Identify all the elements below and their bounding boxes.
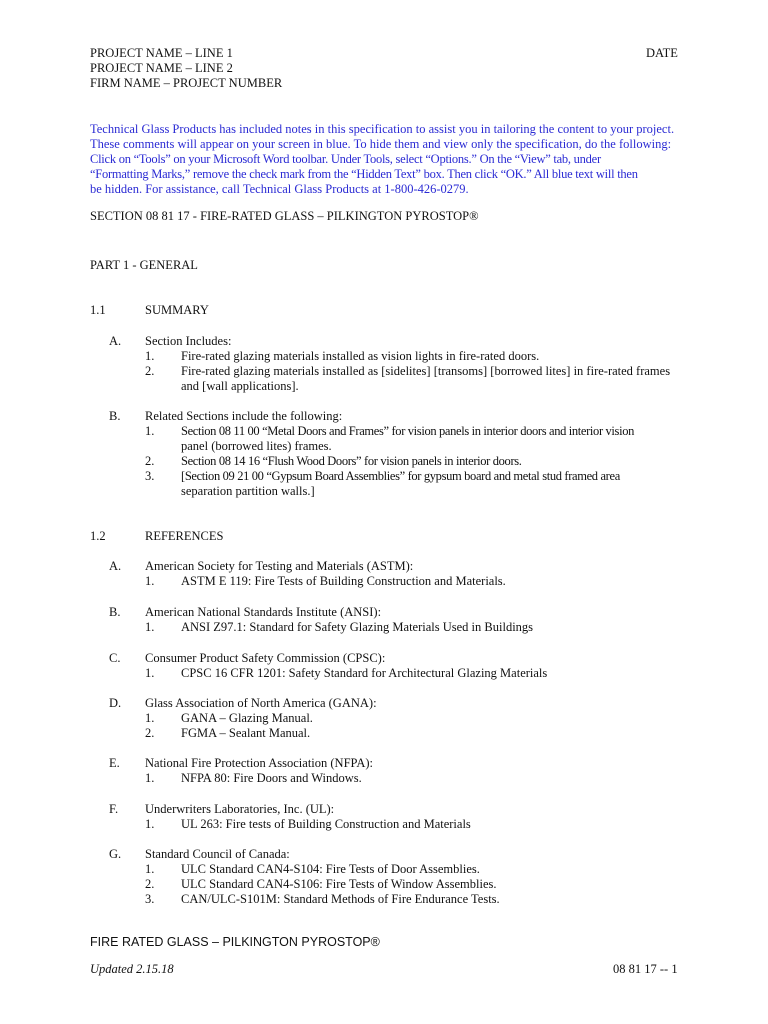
reference-item-text: CPSC 16 CFR 1201: Safety Standard for Architectural Glazing Materials	[181, 666, 548, 680]
subparagraph-number: 1.	[145, 424, 155, 438]
reference-letter: F.	[109, 802, 119, 816]
subparagraph-text: panel (borrowed lites) frames.	[181, 439, 332, 453]
paragraph-letter: B.	[109, 409, 121, 423]
reference-organization: National Fire Protection Association (NFPA):	[145, 756, 373, 770]
hidden-text-note	[90, 122, 677, 197]
reference-item-text: ULC Standard CAN4-S106: Fire Tests of Window Assemblies.	[181, 877, 497, 891]
reference-item-text: ANSI Z97.1: Standard for Safety Glazing Materials Used in Buildings	[181, 620, 534, 634]
subparagraph-number: 2.	[145, 364, 155, 378]
reference-letter: G.	[109, 847, 122, 861]
project-name-line-1: PROJECT NAME – LINE 1	[90, 46, 233, 60]
reference-item-text: ULC Standard CAN4-S104: Fire Tests of Door Assemblies.	[181, 862, 480, 876]
reference-letter: D.	[109, 696, 122, 710]
subparagraph-text: separation partition walls.]	[181, 484, 315, 498]
footer-title: FIRE RATED GLASS – PILKINGTON PYROSTOP®	[90, 935, 380, 949]
reference-item-number: 1.	[145, 711, 155, 725]
subparagraph-number: 1.	[145, 349, 155, 363]
subparagraph-text: Section 08 11 00 “Metal Doors and Frames” for vision panels in interior doors and interior vision	[181, 424, 634, 438]
reference-item-number: 1.	[145, 574, 155, 588]
article-heading: SUMMARY	[145, 303, 209, 317]
footer-updated-date: Updated 2.15.18	[90, 962, 174, 976]
footer-page-number: 08 81 17 -- 1	[613, 962, 678, 976]
paragraph-text: Section Includes:	[145, 334, 232, 348]
reference-item-text: FGMA – Sealant Manual.	[181, 726, 311, 740]
header-block	[90, 46, 282, 91]
article-number: 1.1	[90, 303, 106, 317]
firm-name-project-number: FIRM NAME – PROJECT NUMBER	[90, 76, 283, 90]
reference-item-text: NFPA 80: Fire Doors and Windows.	[181, 771, 362, 785]
subparagraph-text: and [wall applications].	[181, 379, 299, 393]
reference-item-number: 1.	[145, 817, 155, 831]
reference-item-number: 1.	[145, 620, 155, 634]
note-line: These comments will appear on your screen in blue. To hide them and view only the specification, do the following:	[90, 137, 672, 151]
reference-organization: Consumer Product Safety Commission (CPSC):	[145, 651, 386, 665]
note-line: be hidden. For assistance, call Technical Glass Products at 1-800-426-0279.	[90, 182, 469, 196]
reference-organization: Standard Council of Canada:	[145, 847, 290, 861]
reference-item-number: 1.	[145, 771, 155, 785]
note-line: Click on “Tools” on your Microsoft Word toolbar. Under Tools, select “Options.” On the “View” tab, under	[90, 152, 601, 166]
reference-item-number: 1.	[145, 862, 155, 876]
reference-organization: Underwriters Laboratories, Inc. (UL):	[145, 802, 335, 816]
reference-organization: American Society for Testing and Materials (ASTM):	[145, 559, 414, 573]
project-name-line-2: PROJECT NAME – LINE 2	[90, 61, 233, 75]
reference-letter: E.	[109, 756, 120, 770]
note-line: “Formatting Marks,” remove the check mark from the “Hidden Text” box. Then click “OK.” All blue text will then	[90, 167, 638, 181]
header-date: DATE	[646, 46, 678, 60]
paragraph-text: Related Sections include the following:	[145, 409, 343, 423]
reference-item-text: GANA – Glazing Manual.	[181, 711, 313, 725]
reference-item-text: CAN/ULC-S101M: Standard Methods of Fire Endurance Tests.	[181, 892, 500, 906]
article-heading: REFERENCES	[145, 529, 224, 543]
subparagraph-number: 3.	[145, 469, 155, 483]
subparagraph-text: Fire-rated glazing materials installed as [sidelites] [transoms] [borrowed lites] in fire-rated frames	[181, 364, 671, 378]
subparagraph-text: [Section 09 21 00 “Gypsum Board Assemblies” for gypsum board and metal stud framed area	[181, 469, 620, 483]
reference-item-number: 2.	[145, 726, 155, 740]
reference-letter: C.	[109, 651, 121, 665]
article-number: 1.2	[90, 529, 106, 543]
reference-item-number: 3.	[145, 892, 155, 906]
reference-organization: American National Standards Institute (ANSI):	[145, 605, 382, 619]
reference-item-text: ASTM E 119: Fire Tests of Building Construction and Materials.	[181, 574, 506, 588]
subparagraph-number: 2.	[145, 454, 155, 468]
part-title: PART 1 - GENERAL	[90, 258, 198, 272]
section-title: SECTION 08 81 17 - FIRE-RATED GLASS – PILKINGTON PYROSTOP®	[90, 209, 479, 223]
reference-letter: A.	[109, 559, 122, 573]
reference-item-number: 2.	[145, 877, 155, 891]
note-line: Technical Glass Products has included notes in this specification to assist you in tailoring the content to your project.	[90, 122, 675, 136]
reference-letter: B.	[109, 605, 121, 619]
reference-item-number: 1.	[145, 666, 155, 680]
subparagraph-text: Section 08 14 16 “Flush Wood Doors” for vision panels in interior doors.	[181, 454, 522, 468]
reference-item-text: UL 263: Fire tests of Building Construction and Materials	[181, 817, 471, 831]
reference-organization: Glass Association of North America (GANA):	[145, 696, 377, 710]
subparagraph-text: Fire-rated glazing materials installed as vision lights in fire-rated doors.	[181, 349, 540, 363]
paragraph-letter: A.	[109, 334, 122, 348]
